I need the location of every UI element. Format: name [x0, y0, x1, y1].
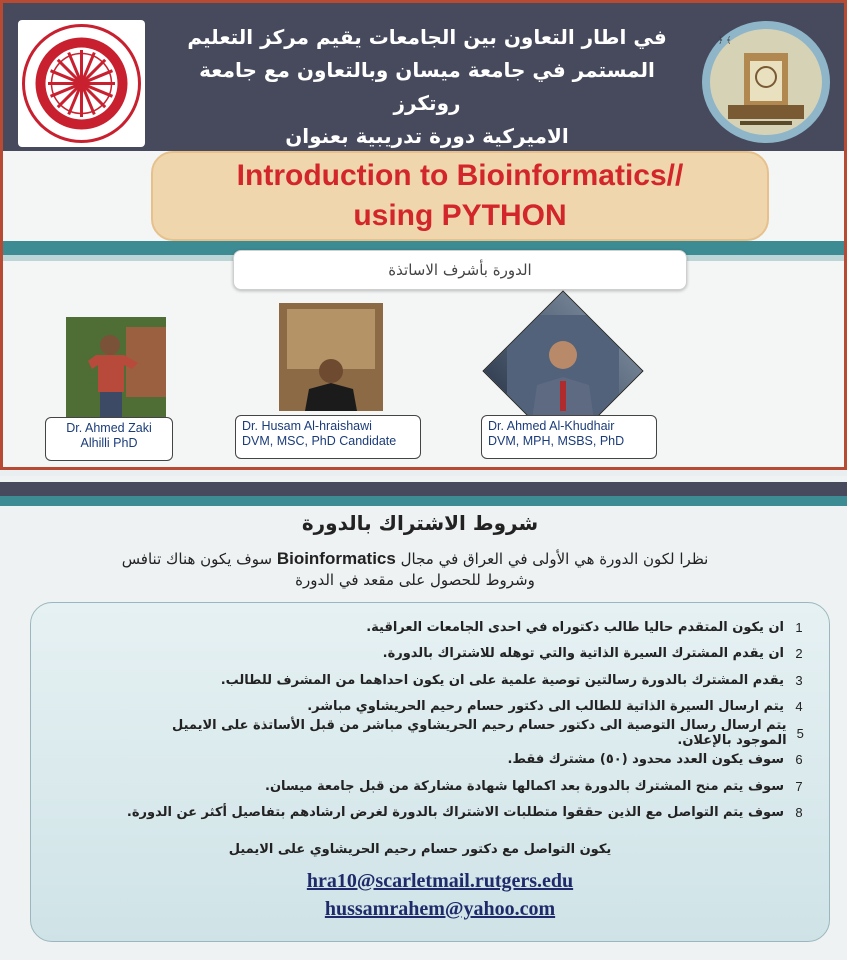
- condition-text: يتم ارسال رسال التوصية الى دكتور حسام رحيم الحريشاوي مباشر من قبل الأساتذة على الايميل الموجود بالإعلان.: [172, 718, 787, 749]
- course-title-box: [151, 151, 769, 241]
- condition-item: [120, 614, 814, 641]
- svg-text:﴿ ﴾: ﴿ ﴾: [718, 36, 732, 46]
- supervision-label: الدورة بأشرف الاساتذة: [233, 250, 687, 290]
- intro-line-2: وشروط للحصول على مقعد في الدورة: [295, 571, 535, 589]
- condition-item: [120, 667, 814, 694]
- condition-item: [120, 694, 814, 721]
- conditions-list: [120, 614, 814, 826]
- header-line-2: المستمر في جامعة ميسان وبالتعاون مع جامعة روتكرز: [199, 58, 655, 115]
- intro-part-1: نظرا لكون الدورة هي الأولى في العراق في مجال: [400, 550, 709, 568]
- instructor-2-name: Dr. Husam Al-hraishawi: [242, 419, 372, 433]
- dark-divider: [0, 482, 847, 496]
- rutgers-seal-icon: [18, 20, 145, 147]
- condition-item: [120, 747, 814, 774]
- condition-item: [120, 720, 814, 747]
- condition-text: ان يقدم المشترك السيرة الذاتية والتي توهله للاشتراك بالدورة.: [382, 646, 784, 662]
- intro-part-2: سوف يكون هناك تنافس: [121, 550, 273, 568]
- condition-text: يتم ارسال السيرة الذاتية للطالب الى دكتور حسام رحيم الحريشاوي مباشر.: [307, 699, 784, 715]
- condition-text: سوف يتم منح المشترك بالدورة بعد اكمالها شهادة مشاركة من قبل جامعة ميسان.: [265, 778, 784, 794]
- intro-line-1: [80, 548, 750, 570]
- intro-keyword: Bioinformatics: [276, 549, 396, 568]
- condition-text: ان يكون المتقدم حاليا طالب دكتوراه في احدى الجامعات العراقية.: [366, 619, 784, 635]
- condition-number: 3: [795, 672, 803, 688]
- condition-number: 1: [795, 619, 803, 635]
- instructor-card-3: [481, 415, 657, 459]
- instructor-1-degree: Alhilli PhD: [80, 436, 138, 450]
- instructor-1-name: Dr. Ahmed Zaki: [66, 421, 152, 435]
- condition-number: 2: [795, 646, 803, 662]
- condition-number: 5: [796, 725, 804, 741]
- conditions-title: شروط الاشتراك بالدورة: [301, 511, 539, 535]
- email-link-yahoo[interactable]: hussamrahem@yahoo.com: [324, 898, 556, 920]
- condition-text: سوف يكون العدد محدود (٥٠) مشترك فقط.: [507, 752, 784, 768]
- instructor-photo-1: [66, 317, 166, 417]
- teal-divider-lower: [0, 496, 847, 506]
- instructor-3-degree: DVM, MPH, MSBS, PhD: [488, 434, 625, 448]
- misan-logo-icon: [700, 19, 832, 145]
- header-line-1: في اطار التعاون بين الجامعات يقيم مركز التعليم: [187, 25, 667, 49]
- condition-text: يقدم المشترك بالدورة رسالتين توصية علمية على ان يكون احداهما من المشرف للطالب.: [220, 672, 784, 688]
- condition-item: [120, 773, 814, 800]
- condition-item: [120, 800, 814, 827]
- instructor-3-name: Dr. Ahmed Al-Khudhair: [488, 419, 615, 433]
- condition-number: 4: [795, 699, 803, 715]
- rutgers-logo: [18, 20, 145, 147]
- misan-university-logo: [700, 19, 832, 145]
- contact-note: يكون التواصل مع دكتور حسام رحيم الحريشاوي على الايميل: [228, 842, 612, 857]
- instructor-2-degree: DVM, MSC, PhD Candidate: [242, 434, 397, 448]
- condition-number: 6: [795, 752, 803, 768]
- course-title-line-2: using PYTHON: [353, 199, 567, 232]
- condition-number: 7: [795, 778, 803, 794]
- instructor-card-1: [45, 417, 173, 461]
- email-link-rutgers[interactable]: hra10@scarletmail.rutgers.edu: [306, 870, 574, 892]
- announcement-poster: [0, 0, 847, 470]
- header-arabic-text: [168, 21, 686, 153]
- header-banner: [3, 3, 844, 151]
- instructor-card-2: [235, 415, 421, 459]
- condition-number: 8: [795, 805, 803, 821]
- header-line-3: الاميركية دورة تدريبية بعنوان: [285, 124, 569, 148]
- condition-text: سوف يتم التواصل مع الذين حققوا متطلبات الاشتراك بالدورة لغرض ارشادهم بتفاصيل أكثر عن الدورة.: [126, 805, 784, 821]
- course-title-line-1: Introduction to Bioinformatics//: [236, 159, 684, 192]
- conditions-intro: [80, 548, 750, 591]
- condition-item: [120, 641, 814, 668]
- instructor-photo-2: [279, 303, 383, 411]
